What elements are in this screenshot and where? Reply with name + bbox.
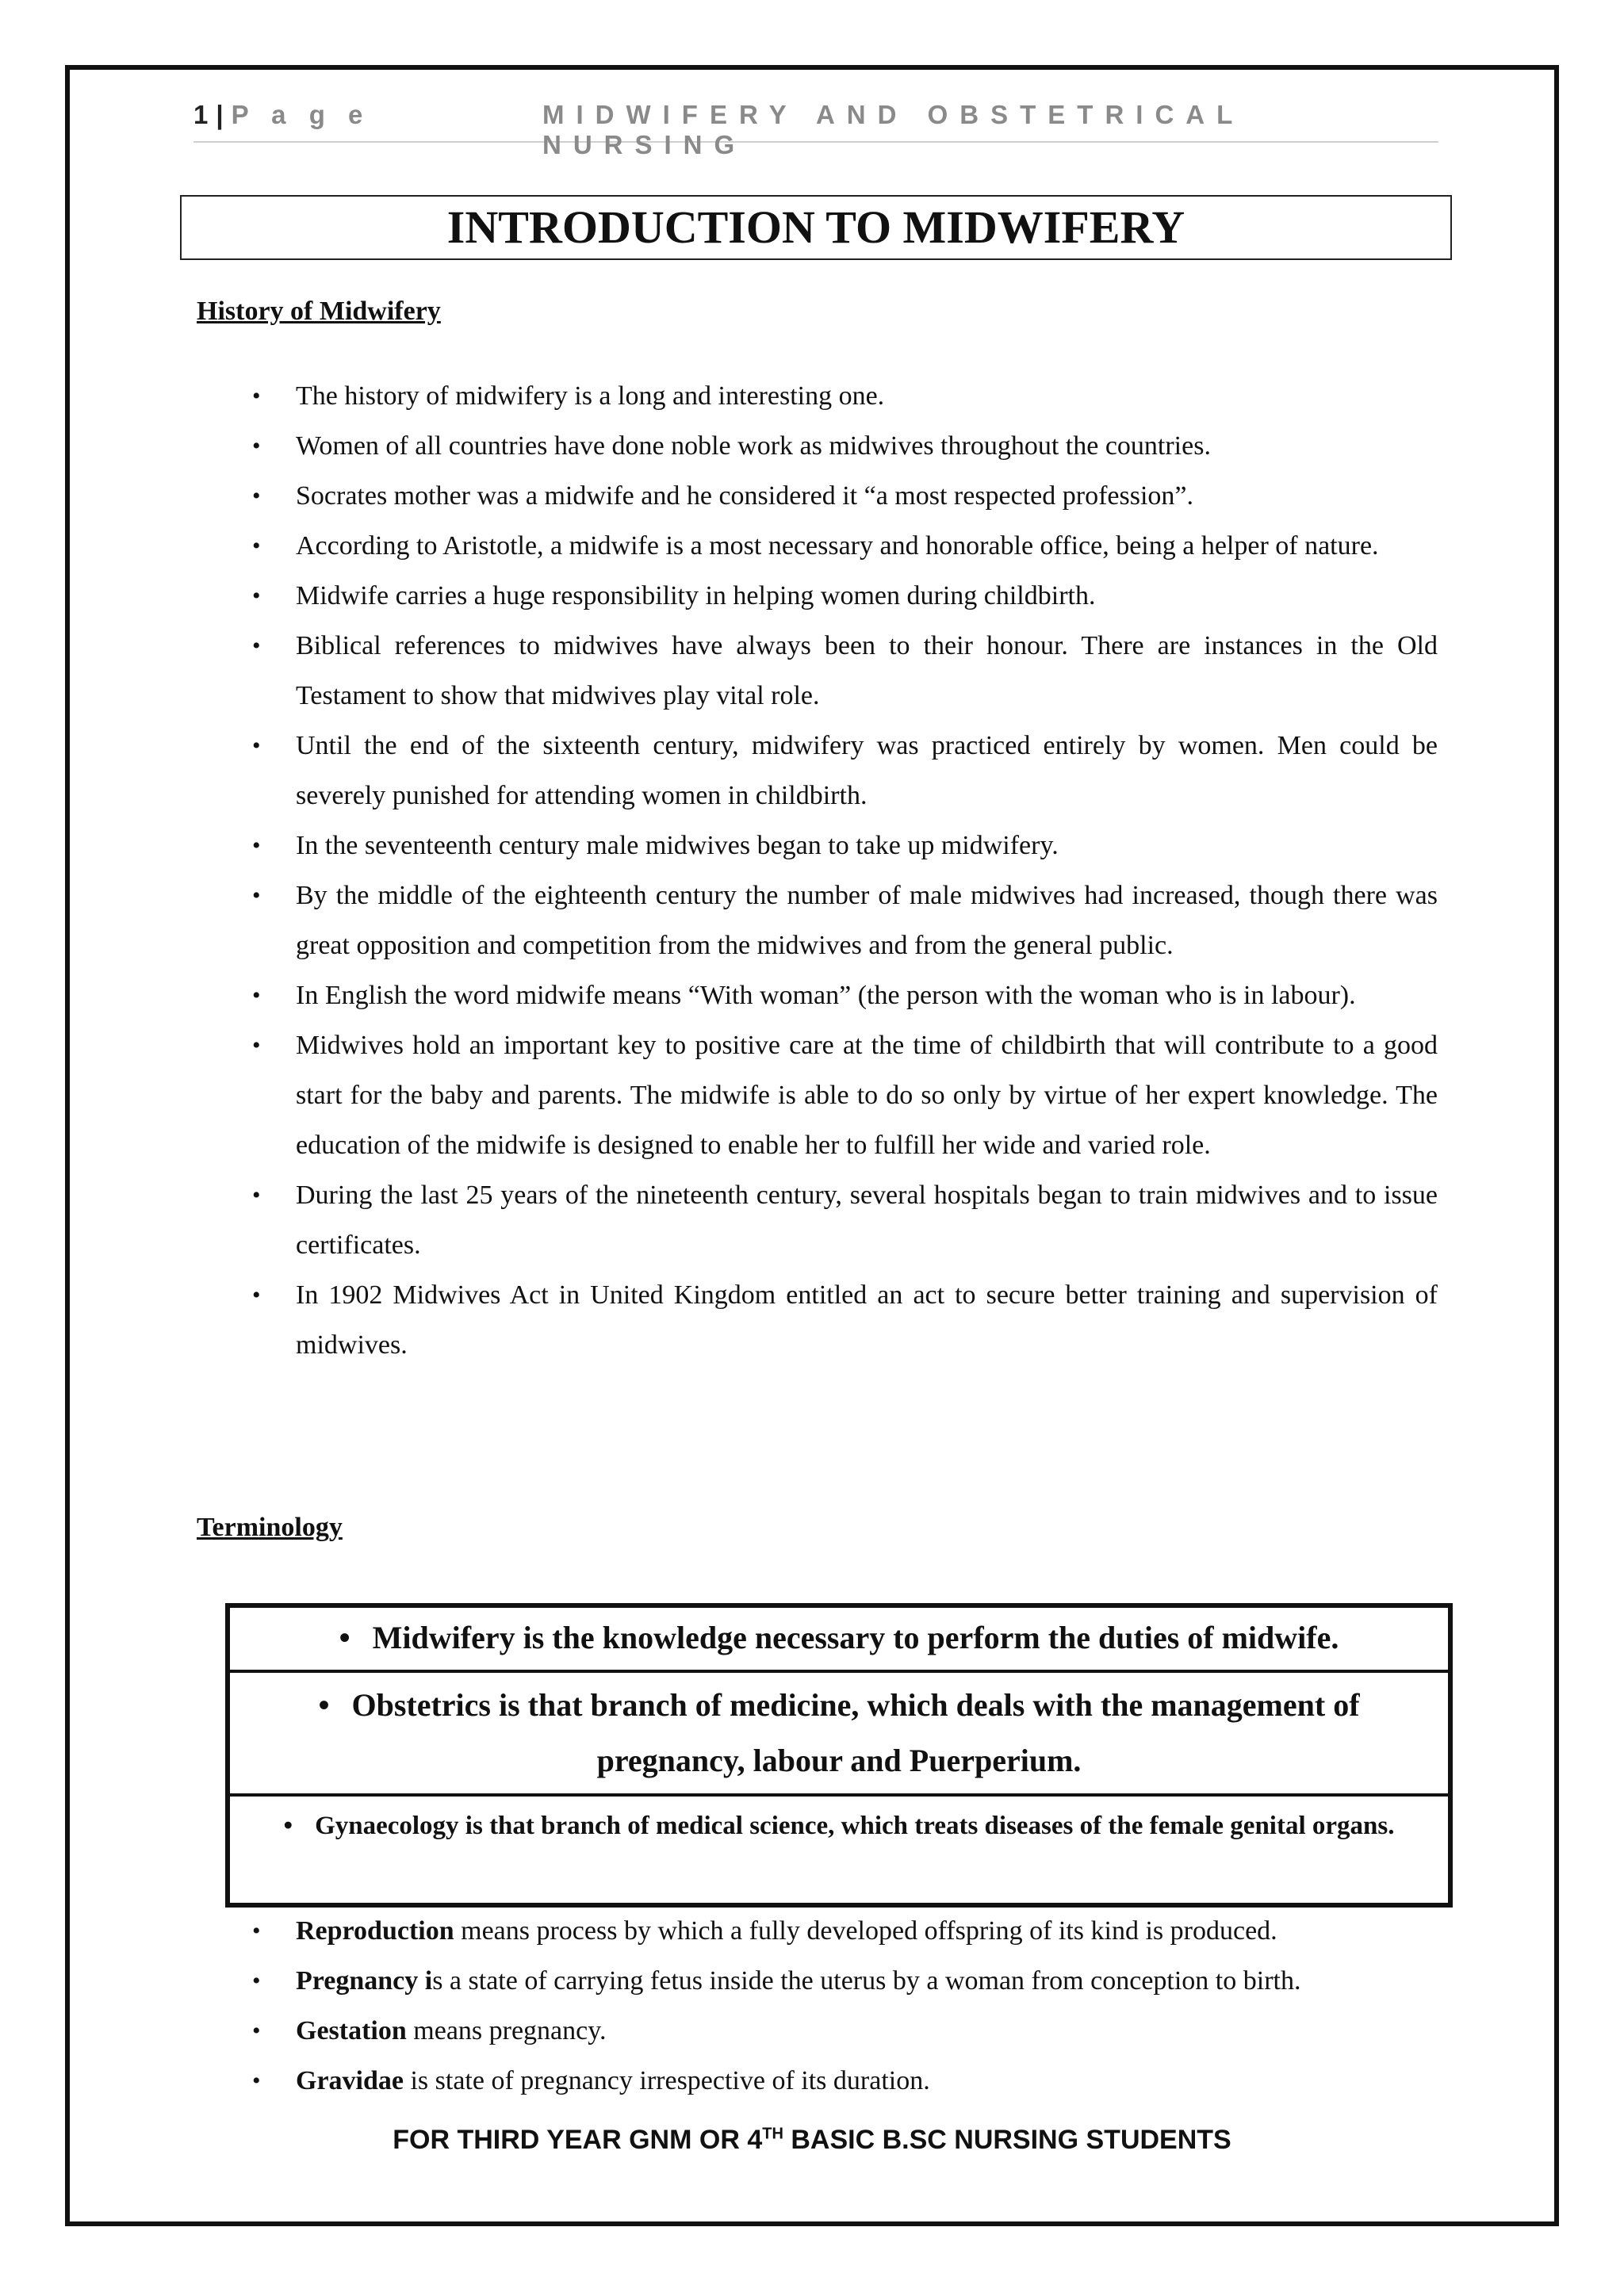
list-item: • The history of midwifery is a long and interesting one. xyxy=(197,371,1438,421)
term-name: Gravidae xyxy=(296,2066,404,2095)
list-item: • Midwife carries a huge responsibility in helping women during childbirth. xyxy=(197,571,1438,621)
list-item: • Women of all countries have done noble work as midwives throughout the countries. xyxy=(197,421,1438,471)
footer-superscript: TH xyxy=(762,2125,783,2143)
bullet-icon: • xyxy=(252,733,261,759)
term-name: Reproduction xyxy=(296,1916,454,1946)
bullet-icon: • xyxy=(252,2018,261,2044)
list-item: • In English the word midwife means “With woman” (the person with the woman who is in labour). xyxy=(197,970,1438,1020)
term-definition: means pregnancy. xyxy=(406,2016,607,2045)
list-item: • According to Aristotle, a midwife is a most necessary and honorable office, being a helper of nature. xyxy=(197,521,1438,571)
bullet-icon: • xyxy=(252,383,261,409)
bullet-icon: • xyxy=(252,633,261,659)
bullet-icon: • xyxy=(252,1282,261,1308)
term-definition: is state of pregnancy irrespective of its duration. xyxy=(403,2066,930,2095)
header-separator: | xyxy=(216,100,227,129)
list-item xyxy=(197,2006,1438,2056)
bullet-icon: • xyxy=(252,2068,261,2094)
list-item xyxy=(197,1906,1438,1956)
terminology-definition-box xyxy=(225,1603,1453,1908)
document-title: INTRODUCTION TO MIDWIFERY xyxy=(180,195,1452,260)
page-number: 1 xyxy=(193,100,212,129)
list-item: • In 1902 Midwives Act in United Kingdom entitled an act to secure better training and supervision of midwives. xyxy=(197,1270,1438,1370)
definition-row: • Midwifery is the knowledge necessary to perform the duties of midwife. xyxy=(230,1608,1448,1673)
bullet-icon: • xyxy=(252,533,261,559)
term-definition: s a state of carrying fetus inside the uterus by a woman from conception to birth. xyxy=(432,1966,1301,1996)
bullet-icon: • xyxy=(252,1182,261,1208)
terminology-heading: Terminology xyxy=(197,1513,343,1542)
running-title: MIDWIFERY AND OBSTETRICAL NURSING xyxy=(542,100,1244,159)
bullet-icon: • xyxy=(252,1918,261,1944)
definition-row: • Obstetrics is that branch of medicine, which deals with the management of pregnancy, labour and Puerperium. xyxy=(230,1673,1448,1797)
history-heading: History of Midwifery xyxy=(197,297,441,326)
list-item: • Socrates mother was a midwife and he considered it “a most respected profession”. xyxy=(197,471,1438,521)
list-item: • Biblical references to midwives have always been to their honour. There are instances in the Old Testament to show that midwives play vital role. xyxy=(197,621,1438,721)
list-item xyxy=(197,2056,1438,2106)
list-item xyxy=(197,1956,1438,2006)
definition-row: • Gynaecology is that branch of medical science, which treats diseases of the female genital organs. xyxy=(283,1812,1395,1840)
list-item: • In the seventeenth century male midwives began to take up midwifery. xyxy=(197,821,1438,871)
bullet-icon: • xyxy=(252,832,261,859)
bullet-icon: • xyxy=(252,583,261,609)
list-item: • During the last 25 years of the nineteenth century, several hospitals began to train midwives and to issue certificates. xyxy=(197,1170,1438,1270)
list-item: • By the middle of the eighteenth century the number of male midwives had increased, though there was great opposition and competition from the midwives and from the general public. xyxy=(197,871,1438,970)
term-definition: means process by which a fully developed offspring of its kind is produced. xyxy=(454,1916,1277,1946)
bullet-icon: • xyxy=(252,483,261,509)
bullet-icon: • xyxy=(252,1968,261,1994)
history-list xyxy=(197,371,1438,1370)
page-header xyxy=(193,98,1438,159)
list-item: • Midwives hold an important key to positive care at the time of childbirth that will contribute to a good start for the baby and parents. The midwife is able to do so only by virtue of her expert knowledge. The education of the midwife is designed to enable her to fulfill her wide and varied role. xyxy=(197,1020,1438,1170)
term-name: Gestation xyxy=(296,2016,407,2045)
term-name: Pregnancy i xyxy=(296,1966,433,1996)
page-word: P a g e xyxy=(231,100,371,129)
bullet-icon: • xyxy=(252,433,261,459)
page-footer: FOR THIRD YEAR GNM OR 4TH BASIC B.SC NURSING STUDENTS xyxy=(393,2125,1231,2155)
bullet-icon: • xyxy=(318,1687,330,1723)
page-number-label xyxy=(193,100,370,130)
bullet-icon: • xyxy=(252,882,261,909)
list-item: • Until the end of the sixteenth century, midwifery was practiced entirely by women. Men could be severely punished for attending women in childbirth. xyxy=(197,721,1438,821)
bullet-icon: • xyxy=(283,1812,293,1840)
bullet-icon: • xyxy=(252,982,261,1008)
bullet-icon: • xyxy=(339,1620,350,1655)
terms-list xyxy=(197,1906,1438,2106)
bullet-icon: • xyxy=(252,1032,261,1058)
